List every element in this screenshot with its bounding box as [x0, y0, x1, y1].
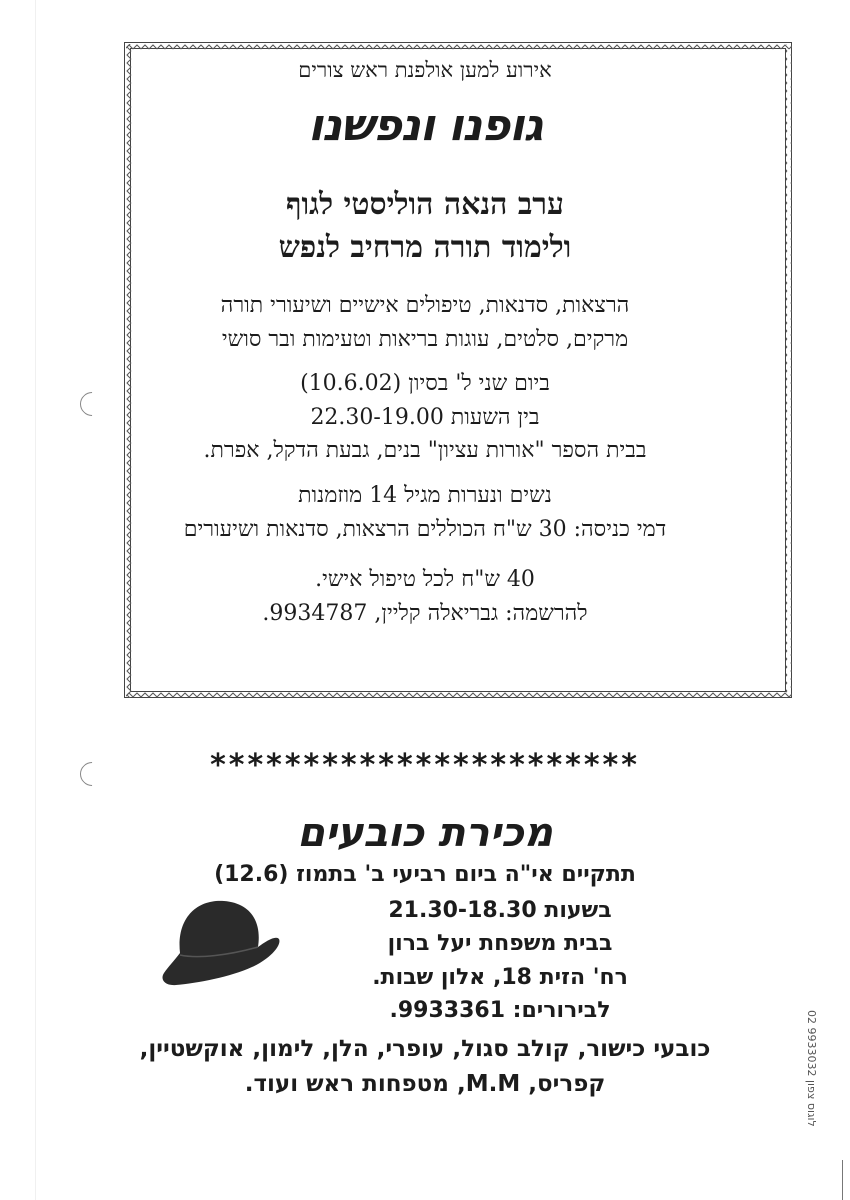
- hat-sale-brands-1: כובעי כישור, קולב סגול, עופרי, הלן, לימון, אוקשטיין,: [139, 1036, 711, 1062]
- event-organizer: אירוע למען אולפנת ראש צורים: [298, 58, 552, 82]
- hat-sale-home: בבית משפחת יעל ברון: [387, 931, 613, 956]
- bowler-hat-icon: [158, 895, 283, 990]
- event-headline-1: ערב הנאה הוליסטי לגוף: [285, 187, 565, 222]
- hat-sale-address: רח' הזית 18, אלון שבות.: [372, 965, 628, 990]
- side-fax-note: 02 9933032 לוגוס צפון: [805, 1010, 818, 1127]
- event-hours: בין השעות 22.30-19.00: [310, 405, 540, 430]
- hat-sale-date: תתקיים אי"ה ביום רביעי ב' בתמוז (12.6): [214, 862, 636, 887]
- hat-sale-brands-2: קפריס, M.M, מטפחות ראש ועוד.: [244, 1071, 606, 1097]
- event-entry-fee: דמי כניסה: 30 ש"ח הכוללים הרצאות, סדנאות ושיעורים: [183, 517, 667, 542]
- event-place: בבית הספר "אורות עציון" בנים, גבעת הדקל, אפרת.: [203, 438, 647, 463]
- event-audience: נשים ונערות מגיל 14 מוזמנות: [298, 483, 552, 508]
- event-description-1: הרצאות, סדנאות, טיפולים אישיים ושיעורי תורה: [220, 293, 630, 318]
- event-date: ביום שני ל' בסיון (10.6.02): [300, 371, 550, 396]
- hat-sale-title: מכירת כובעים: [297, 810, 553, 856]
- event-registration: להרשמה: גבריאלה קליין, 9934787.: [262, 601, 588, 626]
- hat-sale-info: לבירורים: 9933361.: [389, 998, 611, 1023]
- hat-sale-hours: בשעות 21.30-18.30: [388, 898, 612, 923]
- event-headline-2: ולימוד תורה מרחיב לנפש: [278, 230, 572, 265]
- margin-line: [842, 1160, 843, 1200]
- event-treatment-fee: 40 ש"ח לכל טיפול אישי.: [315, 567, 535, 592]
- star-divider: ***********************: [210, 748, 640, 783]
- event-description-2: מרקים, סלטים, עוגות בריאות וטעימות ובר סושי: [221, 327, 629, 352]
- event-title: גופנו ונפשנו: [307, 100, 543, 151]
